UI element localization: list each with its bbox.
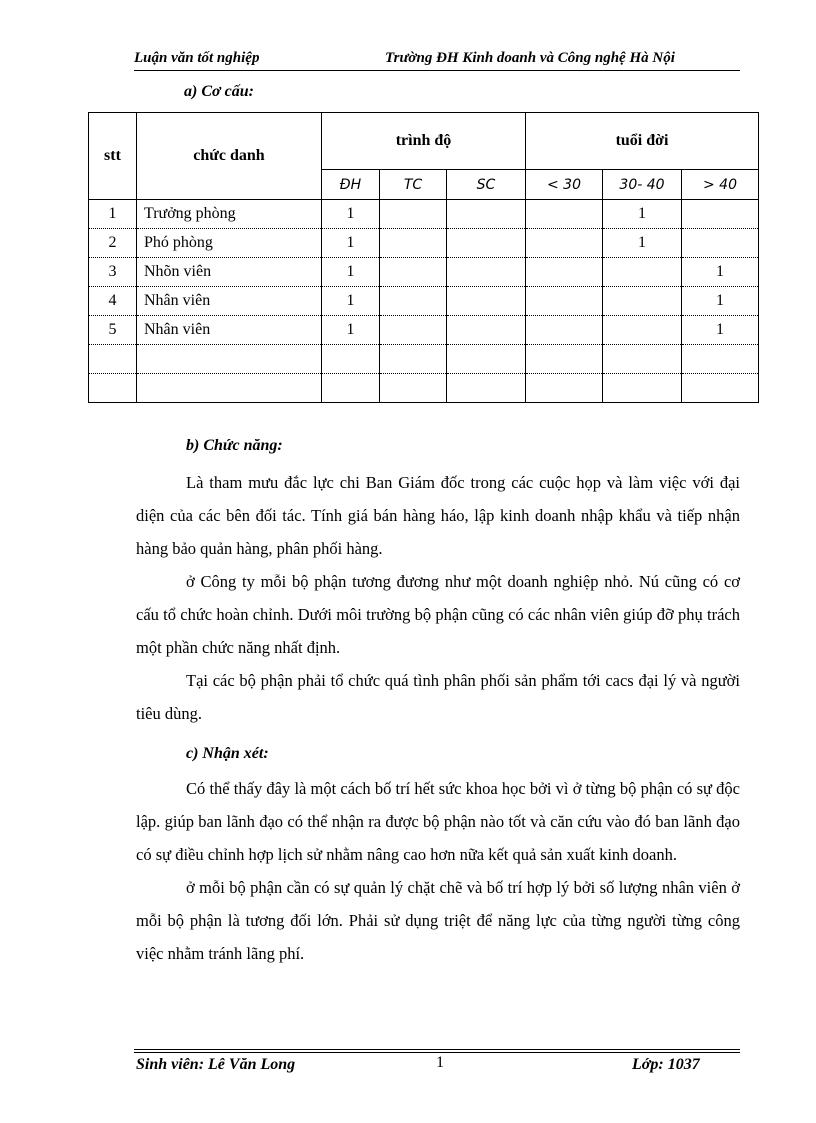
cell-stt <box>89 345 137 374</box>
cell-dh: 1 <box>322 258 380 287</box>
cell-a2: 1 <box>603 200 682 229</box>
cell-a1 <box>526 287 603 316</box>
subheader-age-under-30: < 30 <box>526 170 603 200</box>
section-c-body <box>136 772 740 970</box>
subheader-tc: TC <box>380 170 447 200</box>
cell-tc <box>380 258 447 287</box>
cell-a2 <box>603 316 682 345</box>
cell-name: Trưởng phòng <box>137 200 322 229</box>
cell-a1 <box>526 374 603 403</box>
cell-a3 <box>682 345 759 374</box>
table-row <box>89 316 759 345</box>
cell-a2 <box>603 258 682 287</box>
cell-a1 <box>526 345 603 374</box>
cell-a1 <box>526 316 603 345</box>
paragraph: Là tham mưu đắc lực chi Ban Giám đốc trong các cuộc họp và làm việc với đại diện của các bên đối tác. Tính giá bán hàng háo, lập kinh doanh nhập khẩu và tiếp nhận hàng bảo quản hàng, phân phối hàng. <box>136 473 740 558</box>
cell-sc <box>447 374 526 403</box>
header-stt: stt <box>89 113 137 200</box>
cell-name: Nhân viên <box>137 287 322 316</box>
header-rule <box>134 70 740 71</box>
cell-tc <box>380 316 447 345</box>
cell-name: Phó phòng <box>137 229 322 258</box>
paragraph: Tại các bộ phận phải tổ chức quá tình phân phối sản phẩm tới cacs đại lý và người tiêu dùng. <box>136 671 740 723</box>
cell-a2 <box>603 287 682 316</box>
cell-stt: 2 <box>89 229 137 258</box>
cell-dh: 1 <box>322 229 380 258</box>
cell-sc <box>447 316 526 345</box>
cell-a3 <box>682 229 759 258</box>
cell-sc <box>447 258 526 287</box>
cell-name: Nhõn viên <box>137 258 322 287</box>
cell-a1 <box>526 229 603 258</box>
cell-stt: 1 <box>89 200 137 229</box>
cell-stt: 5 <box>89 316 137 345</box>
footer-rule <box>134 1049 740 1050</box>
table-row <box>89 258 759 287</box>
header-left: Luận văn tốt nghiệp <box>134 50 260 66</box>
cell-dh: 1 <box>322 200 380 229</box>
cell-a3: 1 <box>682 258 759 287</box>
paragraph: ở Công ty mỗi bộ phận tương đương như một doanh nghiệp nhỏ. Nú cũng có cơ cấu tổ chức hoàn chỉnh. Dưới môi trường bộ phận cũng có các nhân viên giúp đỡ phụ trách một phần chức năng nhất định. <box>136 572 740 657</box>
footer-class: Lớp: 1037 <box>632 1056 700 1073</box>
cell-dh: 1 <box>322 287 380 316</box>
cell-tc <box>380 287 447 316</box>
cell-stt: 4 <box>89 287 137 316</box>
table-row <box>89 374 759 403</box>
cell-sc <box>447 287 526 316</box>
cell-sc <box>447 345 526 374</box>
cell-name <box>137 345 322 374</box>
paragraph: ở mỗi bộ phận cần có sự quản lý chặt chẽ và bố trí hợp lý bởi số lượng nhân viên ở mỗi bộ phận là tương đối lớn. Phải sử dụng triệt để năng lực của từng người từng công việc nhằm tránh lãng phí. <box>136 878 740 963</box>
table-row <box>89 229 759 258</box>
cell-a3: 1 <box>682 287 759 316</box>
cell-tc <box>380 200 447 229</box>
table-row <box>89 287 759 316</box>
paragraph: Có thể thấy đây là một cách bố trí hết sức khoa học bởi vì ở từng bộ phận có sự độc lập. giúp ban lãnh đạo có thể nhận ra được bộ phận nào tốt và căn cứu vào đó ban lãnh đạo có sự điều chỉnh hợp lịch sử nhằm nâng cao hơn nữa kết quả sản xuất kinh doanh. <box>136 779 740 864</box>
subheader-age-over-40: > 40 <box>682 170 759 200</box>
cell-dh <box>322 374 380 403</box>
cell-a2: 1 <box>603 229 682 258</box>
cell-stt: 3 <box>89 258 137 287</box>
cell-dh: 1 <box>322 316 380 345</box>
subheader-age-30-40: 30- 40 <box>603 170 682 200</box>
subheader-sc: SC <box>447 170 526 200</box>
header-name: chức danh <box>137 113 322 200</box>
staff-table <box>88 112 759 403</box>
section-c-title: c) Nhận xét: <box>186 745 269 762</box>
cell-name <box>137 374 322 403</box>
cell-dh <box>322 345 380 374</box>
section-b-title: b) Chức năng: <box>186 437 283 454</box>
cell-sc <box>447 229 526 258</box>
cell-tc <box>380 345 447 374</box>
table-row <box>89 200 759 229</box>
cell-a3: 1 <box>682 316 759 345</box>
header-right: Trường ĐH Kinh doanh và Công nghệ Hà Nội <box>385 50 675 66</box>
cell-name: Nhân viên <box>137 316 322 345</box>
section-b-body <box>136 466 740 730</box>
cell-a2 <box>603 374 682 403</box>
page-number: 1 <box>436 1054 444 1071</box>
cell-a1 <box>526 258 603 287</box>
cell-a1 <box>526 200 603 229</box>
cell-a3 <box>682 200 759 229</box>
cell-a3 <box>682 374 759 403</box>
cell-a2 <box>603 345 682 374</box>
table-row <box>89 345 759 374</box>
cell-sc <box>447 200 526 229</box>
cell-tc <box>380 374 447 403</box>
section-a-title: a) Cơ cấu: <box>184 83 254 100</box>
cell-stt <box>89 374 137 403</box>
subheader-dh: ĐH <box>322 170 380 200</box>
footer-rule-double <box>134 1052 740 1053</box>
footer-student: Sinh viên: Lê Văn Long <box>136 1056 296 1073</box>
header-education: trình độ <box>322 113 526 170</box>
header-age: tuổi đời <box>526 113 759 170</box>
cell-tc <box>380 229 447 258</box>
